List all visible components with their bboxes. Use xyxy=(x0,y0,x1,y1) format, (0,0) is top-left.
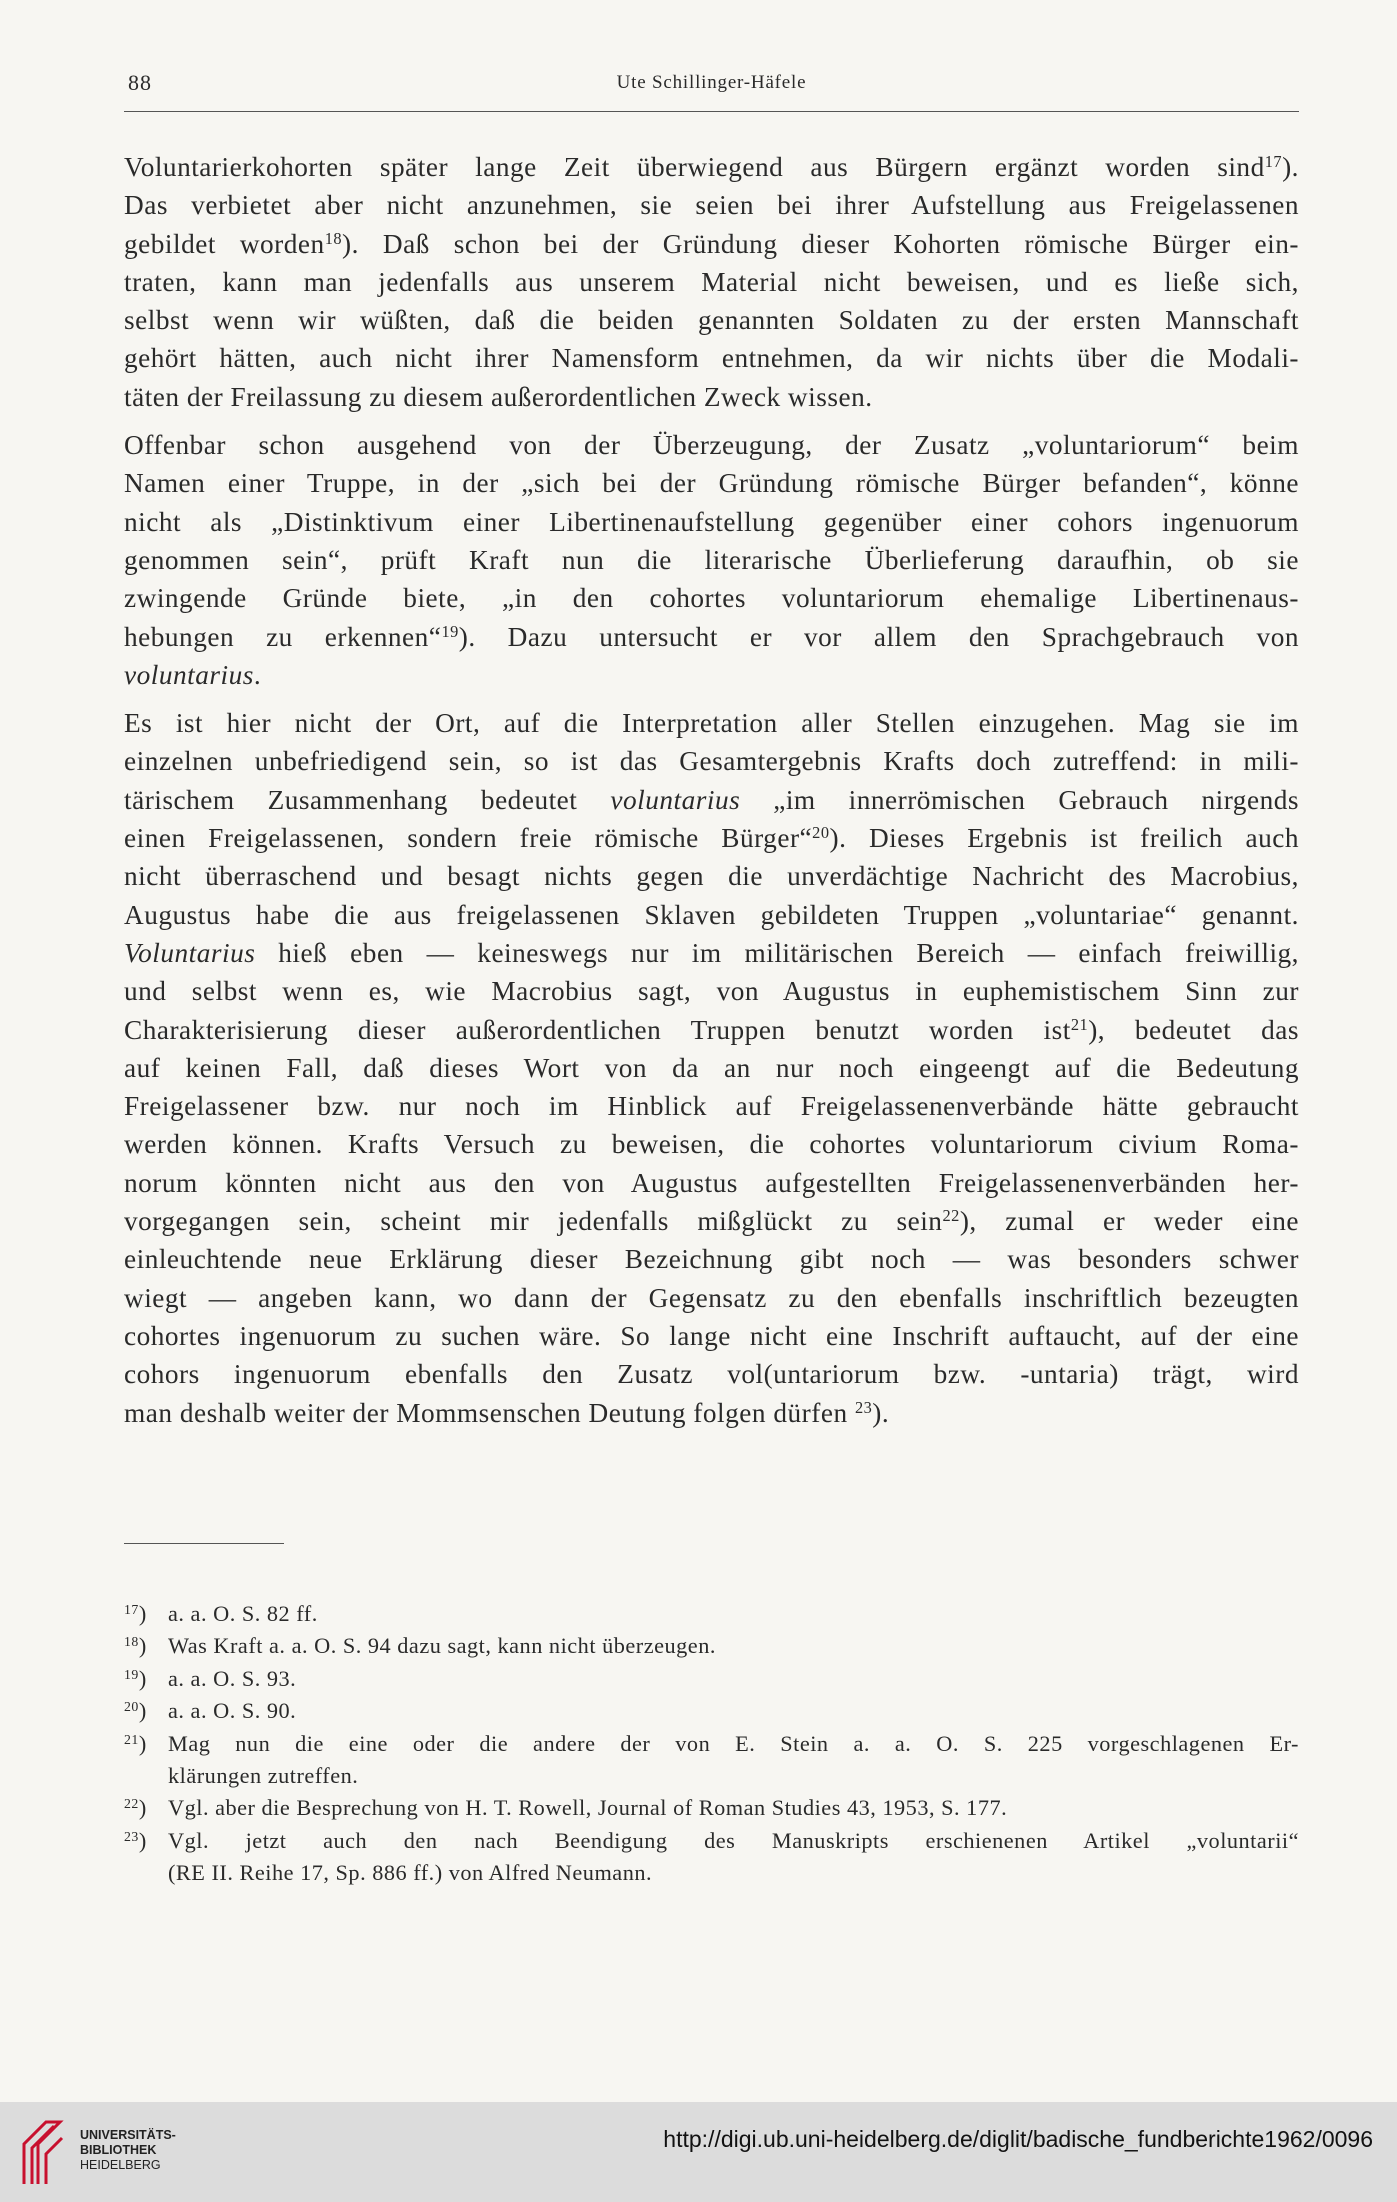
text-line: Offenbar schon ausgehend von der Überzeugung, der Zusatz „voluntariorum“ beim xyxy=(124,430,1299,461)
paragraph-1 xyxy=(124,148,1299,416)
text-line: nicht überraschend und besagt nichts gegen die unverdächtige Nachricht des Macrobius, xyxy=(124,861,1299,892)
library-name-line-1: UNIVERSITÄTS- xyxy=(80,2128,176,2142)
footnote-line: (RE II. Reihe 17, Sp. 886 ff.) von Alfred Neumann. xyxy=(168,1860,653,1886)
footnote-number: $^{19}$) xyxy=(124,1665,147,1691)
permalink-url[interactable]: http://digi.ub.uni-heidelberg.de/diglit/badische_fundberichte1962/0096 xyxy=(663,2126,1373,2152)
paragraph-2 xyxy=(124,426,1299,694)
footnote-text xyxy=(168,1728,1299,1793)
footnote-number: $^{17}$) xyxy=(124,1601,147,1626)
text-line: einen Freigelassenen, sondern freie römische Bürger“$^{20}$). Dieses Ergebnis ist freilich auch xyxy=(124,823,1299,854)
footnote-line: a. a. O. S. 90. xyxy=(168,1698,297,1724)
paragraph-3 xyxy=(124,704,1299,1432)
text-line: hebungen zu erkennen“$^{19}$). Dazu untersucht er vor allem den Sprachgebrauch von xyxy=(124,621,1299,652)
footnote-line: Was Kraft a. a. O. S. 94 dazu sagt, kann nicht überzeugen. xyxy=(168,1633,716,1659)
text-line: werden können. Krafts Versuch zu beweisen, die cohortes voluntariorum civium Roma- xyxy=(124,1129,1299,1160)
text-line: traten, kann man jedenfalls aus unserem Material nicht beweisen, und es ließe sich, xyxy=(124,266,1299,297)
text-line: Voluntarierkohorten später lange Zeit überwiegend aus Bürgern ergänzt worden sind$^{17}$). xyxy=(124,152,1299,182)
footnote xyxy=(124,1598,1299,1630)
footnote xyxy=(124,1792,1299,1824)
text-line: Es ist hier nicht der Ort, auf die Interpretation aller Stellen einzugehen. Mag sie im xyxy=(124,708,1299,739)
text-line: cohortes ingenuorum zu suchen wäre. So lange nicht eine Inschrift auftaucht, auf der eine xyxy=(124,1320,1299,1351)
library-name-line-3: HEIDELBERG xyxy=(80,2158,161,2172)
footnote-number: $^{23}$) xyxy=(124,1827,147,1853)
footnote-line: Mag nun die eine oder die andere der von E. Stein a. a. O. S. 225 vorgeschlagenen Er- xyxy=(168,1730,1299,1756)
text-line: norum könnten nicht aus den von Augustus aufgestellten Freigelassenenverbänden her- xyxy=(124,1167,1299,1198)
footnote-rule xyxy=(124,1543,284,1544)
library-name-line-2: BIBLIOTHEK xyxy=(80,2143,157,2157)
footnote xyxy=(124,1728,1299,1793)
text-line: gebildet worden$^{18}$). Daß schon bei der Gründung dieser Kohorten römische Bürger ein- xyxy=(124,228,1299,259)
text-line: gehört hätten, auch nicht ihrer Namensform entnehmen, da wir nichts über die Modali- xyxy=(124,343,1299,374)
text-line: auf keinen Fall, daß dieses Wort von da an nur noch eingeengt auf die Bedeutung xyxy=(124,1052,1299,1083)
text-line: Das verbietet aber nicht anzunehmen, sie seien bei ihrer Aufstellung aus Freigelassenen xyxy=(124,190,1299,221)
footnote-line: Vgl. jetzt auch den nach Beendigung des Manuskripts erschienenen Artikel „voluntarii“ xyxy=(168,1827,1299,1853)
footnote-text xyxy=(168,1792,1299,1824)
text-line: selbst wenn wir wüßten, daß die beiden genannten Soldaten zu der ersten Mannschaft xyxy=(124,305,1299,336)
text-line: Charakterisierung dieser außerordentlichen Truppen benutzt worden ist$^{21}$), bedeutet das xyxy=(124,1014,1299,1045)
text-line: Voluntarius hieß eben — keineswegs nur im militärischen Bereich — einfach freiwillig, xyxy=(124,937,1299,968)
footnote-number: $^{22}$) xyxy=(124,1795,147,1821)
text-line: Augustus habe die aus freigelassenen Sklaven gebildeten Truppen „voluntariae“ genannt. xyxy=(124,899,1299,930)
library-name xyxy=(80,2128,176,2173)
text-line: voluntarius. xyxy=(124,659,262,690)
library-footer xyxy=(0,2102,1397,2202)
text-line: zwingende Gründe biete, „in den cohortes voluntariorum ehemalige Libertinenaus- xyxy=(124,583,1299,614)
text-line: nicht als „Distinktivum einer Libertinenaufstellung gegenüber einer cohors ingenuorum xyxy=(124,506,1299,537)
footnote-text xyxy=(168,1825,1299,1890)
text-line: und selbst wenn es, wie Macrobius sagt, von Augustus in euphemistischem Sinn zur xyxy=(124,976,1299,1007)
text-line: cohors ingenuorum ebenfalls den Zusatz vol(untariorum bzw. -untaria) trägt, wird xyxy=(124,1359,1299,1390)
university-library-logo-icon xyxy=(16,2114,68,2190)
running-head: Ute Schillinger-Häfele xyxy=(616,72,807,93)
text-line: vorgegangen sein, scheint mir jedenfalls mißglückt zu sein$^{22}$), zumal er weder eine xyxy=(124,1206,1300,1237)
text-line: Freigelassener bzw. nur noch im Hinblick auf Freigelassenenverbände hätte gebraucht xyxy=(124,1091,1299,1122)
footnote-number: $^{20}$) xyxy=(124,1698,147,1724)
text-line: Namen einer Truppe, in der „sich bei der Gründung römische Bürger befanden“, könne xyxy=(124,468,1299,499)
text-line: einzelnen unbefriedigend sein, so ist das Gesamtergebnis Krafts doch zutreffend: in mili- xyxy=(124,746,1299,777)
footnote-line: Vgl. aber die Besprechung von H. T. Rowell, Journal of Roman Studies 43, 1953, S. 177. xyxy=(168,1795,1008,1821)
footnote-number: $^{18}$) xyxy=(124,1633,147,1659)
footnote-text xyxy=(168,1663,1299,1695)
text-line: einleuchtende neue Erklärung dieser Bezeichnung gibt noch — was besonders schwer xyxy=(124,1244,1299,1275)
body-text xyxy=(124,148,1299,1432)
page-number: 88 xyxy=(128,70,152,95)
text-line: wiegt — angeben kann, wo dann der Gegensatz zu den ebenfalls inschriftlich bezeugten xyxy=(124,1282,1299,1313)
footnote-text xyxy=(168,1695,1299,1727)
text-line: man deshalb weiter der Mommsenschen Deutung folgen dürfen $^{23}$). xyxy=(124,1397,890,1428)
footnote-line: a. a. O. S. 93. xyxy=(168,1665,297,1691)
text-line: genommen sein“, prüft Kraft nun die literarische Überlieferung daraufhin, ob sie xyxy=(124,544,1299,575)
footnote xyxy=(124,1825,1299,1890)
text-line: täten der Freilassung zu diesem außerordentlichen Zweck wissen. xyxy=(124,381,873,412)
text-line: tärischem Zusammenhang bedeutet voluntarius „im innerrömischen Gebrauch nirgends xyxy=(124,784,1299,815)
footnote-text xyxy=(168,1598,1299,1630)
footnote xyxy=(124,1630,1299,1662)
footnotes xyxy=(124,1598,1299,1890)
footnote xyxy=(124,1663,1299,1695)
footnote-line: klärungen zutreffen. xyxy=(168,1763,359,1789)
header-rule xyxy=(124,111,1299,112)
page-header xyxy=(124,70,1299,102)
footnote-line: a. a. O. S. 82 ff. xyxy=(168,1601,318,1626)
footnote-text xyxy=(168,1630,1299,1662)
footnote xyxy=(124,1695,1299,1727)
footnote-number: $^{21}$) xyxy=(124,1730,147,1756)
